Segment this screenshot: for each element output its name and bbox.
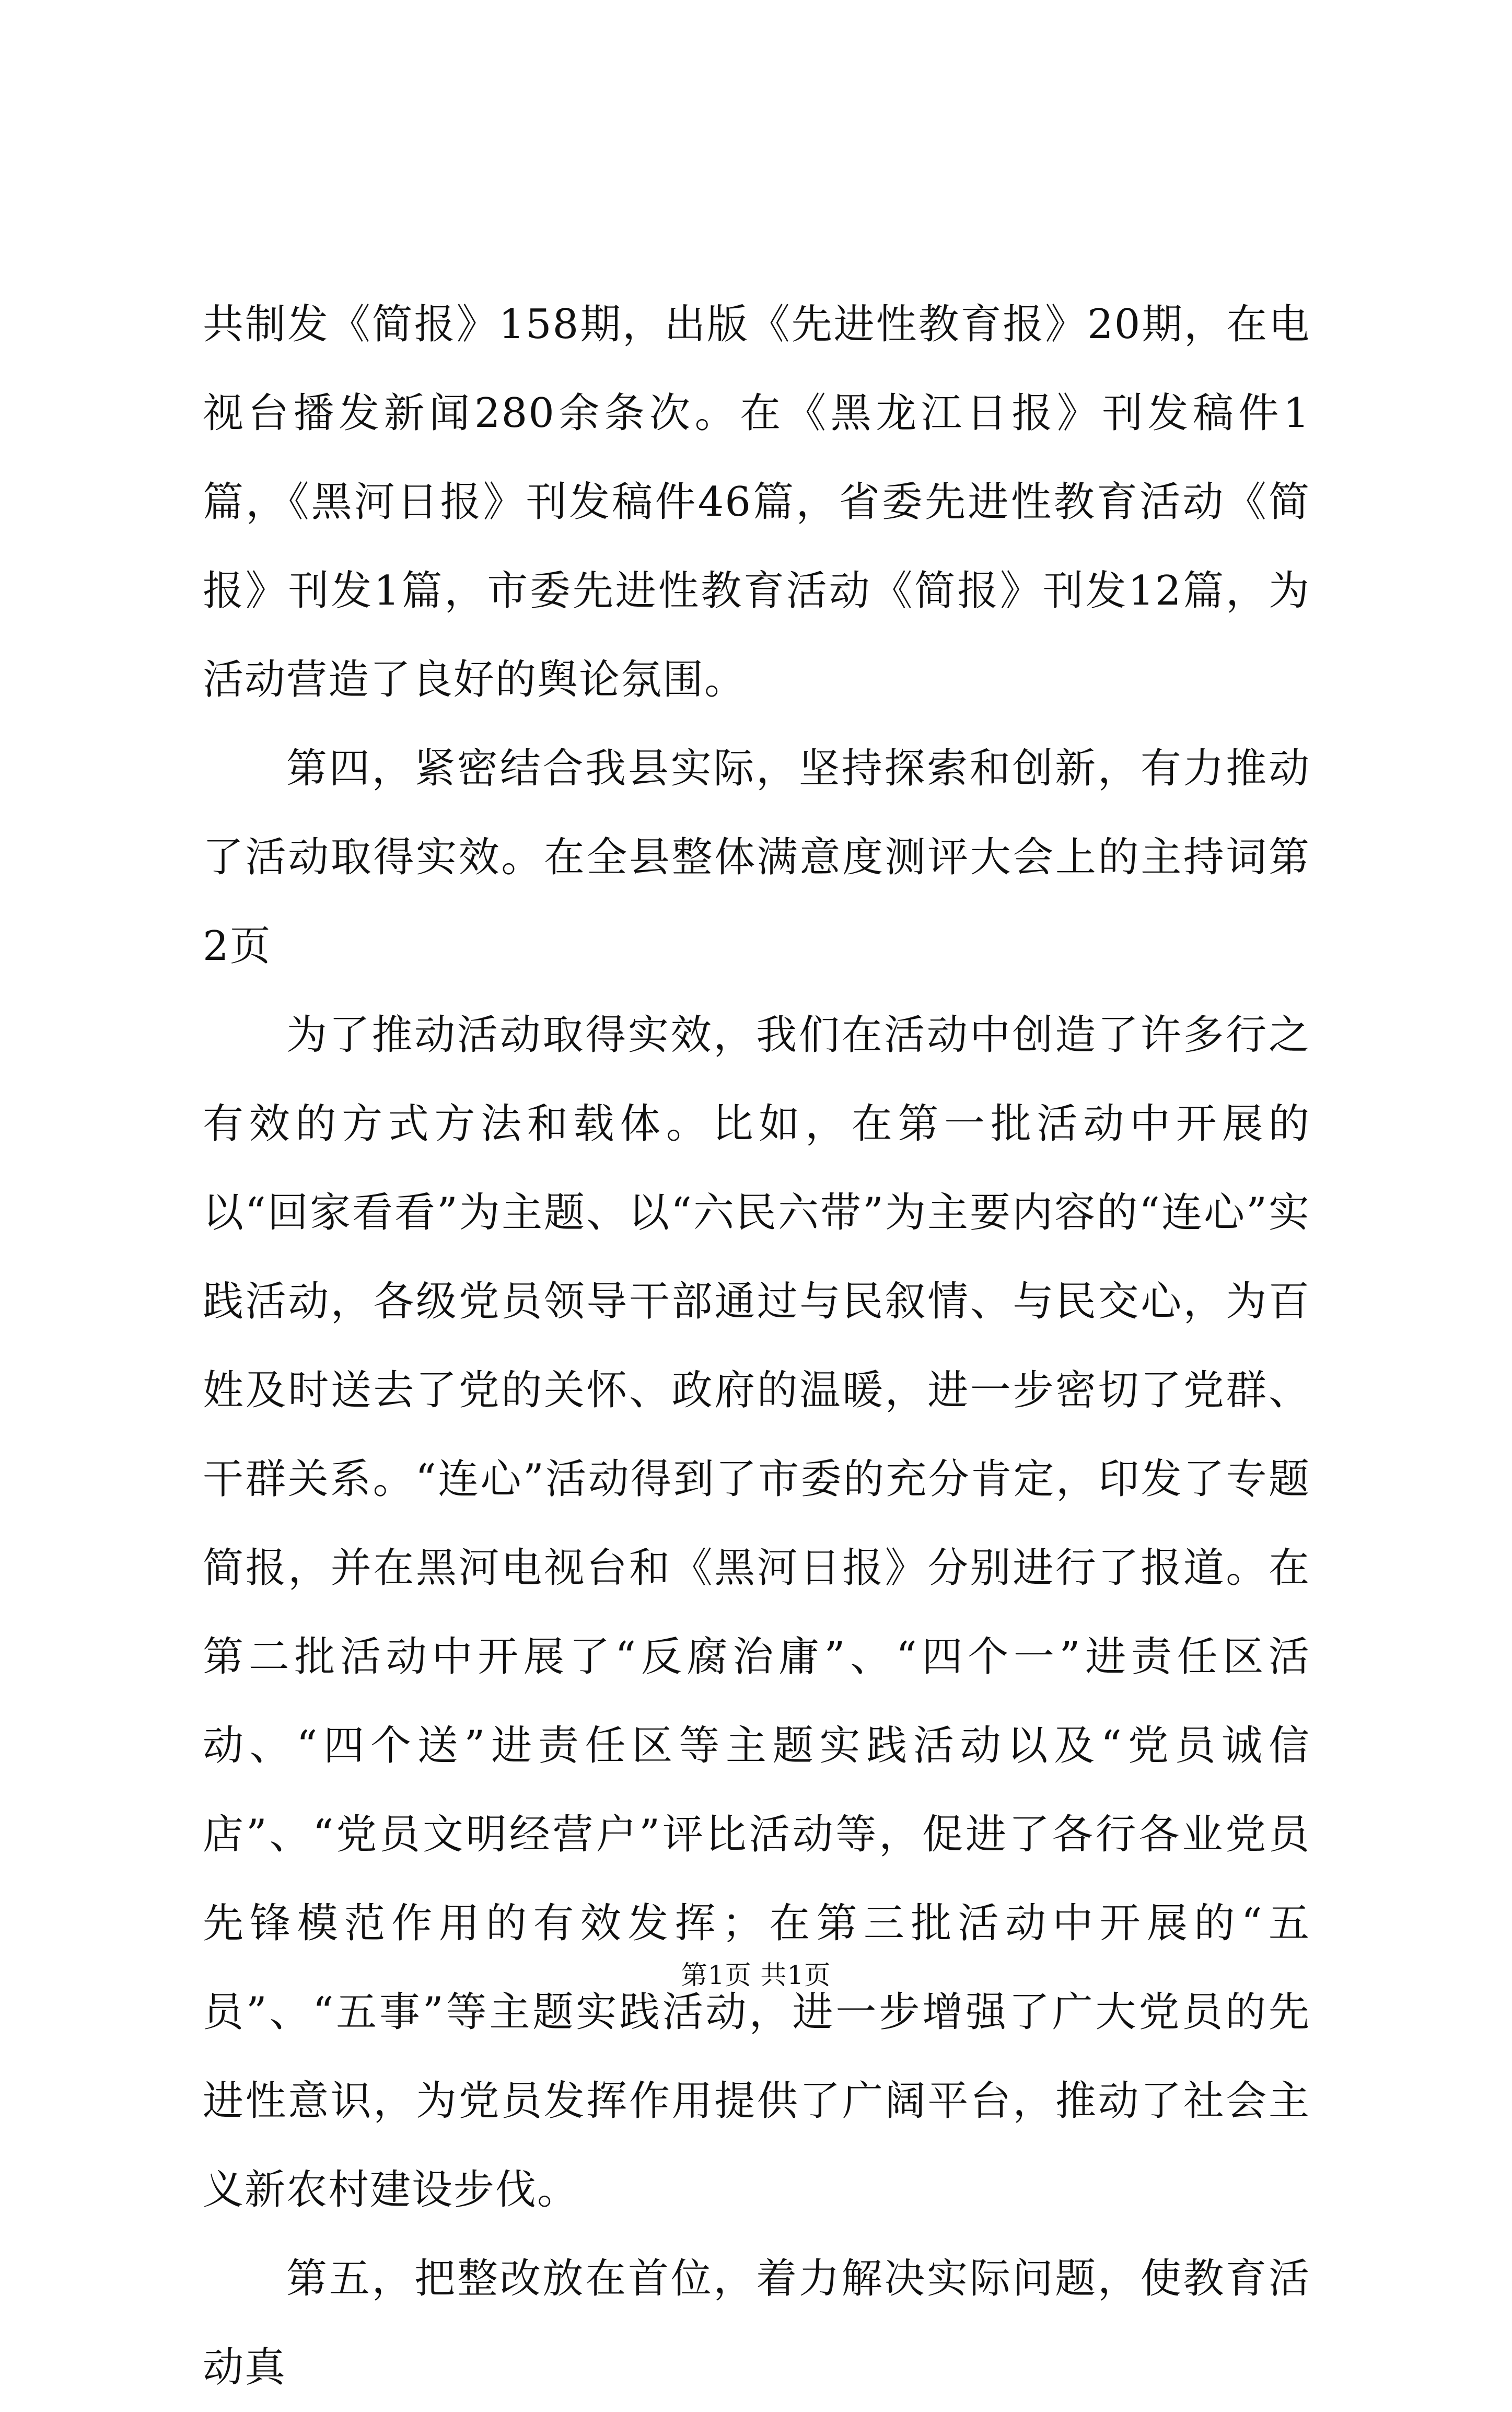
paragraph-2: 第四，紧密结合我县实际，坚持探索和创新，有力推动了活动取得实效。在全县整体满意度测评大会上的主持词第2页 [203,745,1310,970]
page-footer: 第1页 共1页 [681,1960,831,1990]
paragraph-4: 第五，把整改放在首位，着力解决实际问题，使教育活动真 [203,2255,1310,2391]
paragraph-3: 为了推动活动取得实效，我们在活动中创造了许多行之有效的方式方法和载体。比如，在第一批活动中开展的以“回家看看”为主题、以“六民六带”为主要内容的“连心”实践活动，各级党员领导干部通过与民叙情、与民交心，为百姓及时送去了党的关怀、政府的温暖，进一步密切了党群、干群关系。“连心”活动得到了市委的充分肯定，印发了专题简报，并在黑河电视台和《黑河日报》分别进行了报道。在第二批活动中开展了“反腐治庸”、“四个一”进责任区活动、“四个送”进责任区等主题实践活动以及“党员诚信店”、“党员文明经营户”评比活动等，促进了各行各业党员先锋模范作用的有效发挥；在第三批活动中开展的“五员”、“五事”等主题实践活动，进一步增强了广大党员的先进性意识，为党员发挥作用提供了广阔平台，推动了社会主义新农村建设步伐。 [203,1012,1310,2213]
document-body [203,280,1310,2412]
paragraph-1: 共制发《简报》158期，出版《先进性教育报》20期，在电视台播发新闻280余条次。在《黑龙江日报》刊发稿件1篇，《黑河日报》刊发稿件46篇，省委先进性教育活动《简报》刊发1篇，市委先进性教育活动《简报》刊发12篇，为活动营造了良好的舆论氛围。 [203,301,1310,703]
